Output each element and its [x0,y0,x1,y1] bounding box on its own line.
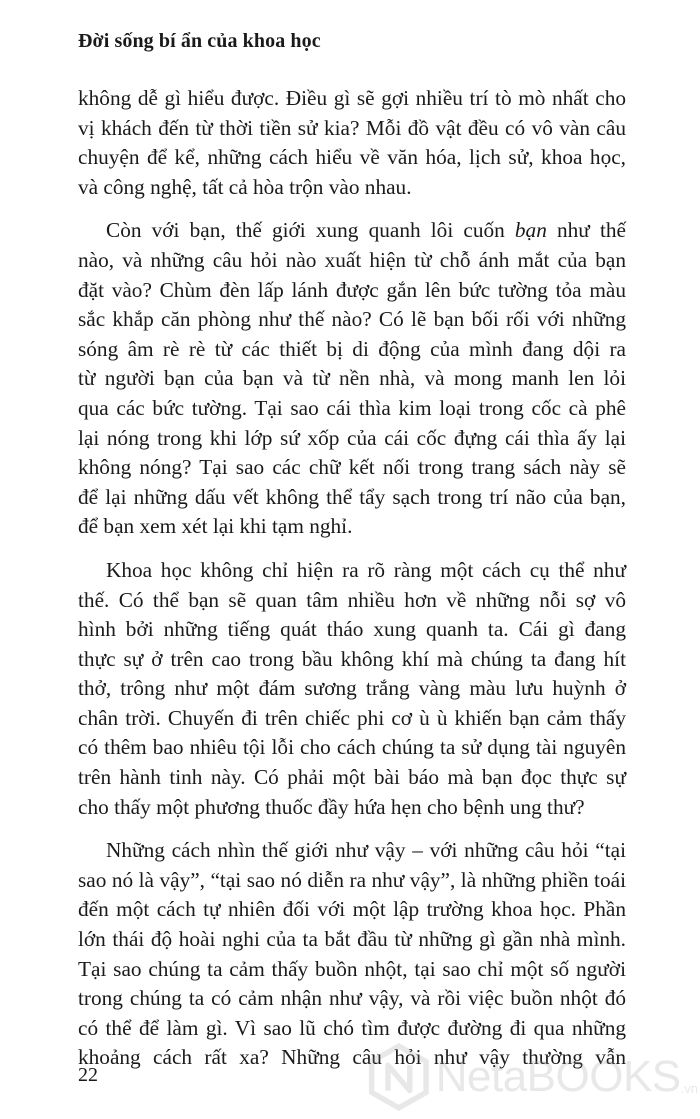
text-line: Khoa học không chỉ hiện ra rõ ràng một cách cụ thể như [106,557,626,582]
text-line: đến một cách tự nhiên đối với một lập trường khoa học. Phần [78,897,626,922]
text-line: chân trời. Chuyến đi trên chiếc phi cơ ù ù khiến bạn cảm thấy [78,705,626,730]
text-line: Những cách nhìn thế giới như vậy – với những câu hỏi “tại [106,838,626,863]
text-line: nào, và những câu hỏi nào xuất hiện từ chỗ ánh mắt của bạn [78,247,626,272]
watermark-suffix: .vn [680,1081,698,1096]
paragraph [78,216,626,542]
text-line: không dễ gì hiểu được. Điều gì sẽ gợi nhiều trí tò mò nhất cho [78,86,626,110]
text-line: có thể để làm gì. Vì sao lũ chó tìm được đường đi qua những [78,1015,626,1040]
text-line: từ người bạn của bạn và từ nền nhà, và mong manh len lỏi [78,366,626,391]
text-line: Tại sao chúng ta cảm thấy buồn nhột, tại sao chỉ một số người [78,956,626,981]
watermark [368,1040,698,1114]
running-head-title: Đời sống bí ẩn của khoa học [78,30,321,52]
text-line: hình bởi những tiếng quát tháo xung quanh ta. Cái gì đang [78,617,626,642]
paragraph [78,84,626,202]
text-line: có thêm bao nhiêu tội lỗi cho cách chúng ta sử dụng tài nguyên [78,735,626,760]
text-line: trong chúng ta có cảm nhận như vậy, và rồi việc buồn nhột đó [78,986,626,1011]
text-line: để bạn xem xét lại khi tạm nghỉ. [78,514,353,539]
text-line: lại nóng trong khi lớp sứ xốp của cái cốc đựng cái thìa ấy lại [78,425,626,450]
text-line: thế. Có thể bạn sẽ quan tâm nhiều hơn về những nỗi sợ vô [78,587,626,612]
text-line: trên hành tinh này. Có phải một bài báo mà bạn đọc thực sự [78,765,626,790]
text-line: và công nghệ, tất cả hòa trộn vào nhau. [78,174,412,199]
watermark-text: NetaBOOKS [435,1052,681,1101]
paragraph [78,836,626,1073]
text-line: thở, trông như một đám sương trắng vàng màu lưu huỳnh ở [78,676,626,701]
page-number: 22 [78,1064,98,1086]
text-line: cho thấy một phương thuốc đầy hứa hẹn cho bệnh ung thư? [78,794,585,819]
text-line: lớn thái độ hoài nghi của ta bắt đầu từ những gì gần nhà mình. [78,927,626,952]
text-line: qua các bức tường. Tại sao cái thìa kim loại trong cốc cà phê [78,395,626,420]
text-line: sắc khắp căn phòng như thế nào? Có lẽ bạn bối rối với những [78,307,626,332]
body-text [78,84,626,1087]
text-line: đặt vào? Chùm đèn lấp lánh được gắn lên bức tường tỏa màu [78,277,626,302]
text-line: không nóng? Tại sao các chữ kết nối trong trang sách này sẽ [78,455,626,480]
text-line: chuyện để kể, những cách hiểu về văn hóa, lịch sử, khoa học, [78,145,626,170]
text-line: sóng âm rè rè từ các thiết bị di động của mình đang dội ra [78,336,626,361]
text-line: khoảng cách rất xa? Những câu hỏi như vậy thường vẫn [78,1045,626,1070]
text-line: vị khách đến từ thời tiền sử kia? Mỗi đồ vật đều có vô vàn câu [78,115,626,140]
paragraph [78,556,626,822]
text-line: để lại những dấu vết không thể tẩy sạch trong trí não của bạn, [78,484,626,509]
text-line: Còn với bạn, thế giới xung quanh lôi cuốn bạn như thế [106,218,626,243]
hexagon-n-logo-icon [368,1040,430,1114]
text-line: thực sự ở trên cao trong bầu không khí mà chúng ta đang hít [78,646,626,671]
text-line: sao nó là vậy”, “tại sao nó diễn ra như vậy”, là những phiền toái [78,867,626,892]
emphasis: bạn [514,218,547,243]
